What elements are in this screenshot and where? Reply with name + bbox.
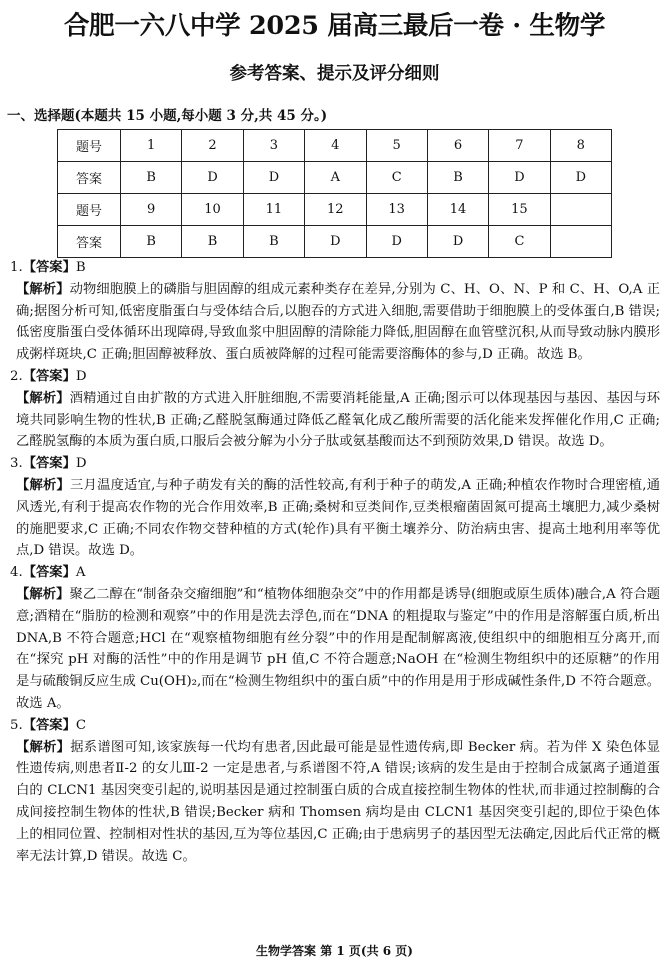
- analysis-tag: 【解析】: [16, 477, 71, 493]
- answer-value: A: [75, 565, 86, 581]
- answer-line: [10, 257, 660, 279]
- question-number: 2.: [10, 368, 23, 384]
- table-cell: D: [366, 226, 427, 258]
- analysis-tag: 【解析】: [16, 586, 70, 602]
- page-title: 合肥一六八中学 2025 届高三最后一卷 · 生物学: [63, 11, 606, 41]
- analysis-text: 聚乙二醇在“制备杂交瘤细胞”和“植物体细胞杂交”中的作用都是诱导(细胞或原生质体)融合,A 符合题意;酒精在“脂肪的检测和观察”中的作用是洗去浮色,而在“DNA 的粗提取与鉴定”中的作用是溶解蛋白质,析出 DNA,B 不符合题意;HCl 在“观察植物细胞有丝分裂”中的作用是配制解离液,使组织中的细胞相互分离开,而在“探究 pH 对酶的活性”中的作用是调节 pH 值,C 不符合题意;NaOH 在“检测生物组织中的还原糖”的作用是与硫酸铜反应生成 Cu(OH)₂,而在“检测生物组织中的蛋白质”中的作用是用于形成碱性条件,D 不符合题意。故选 A。: [16, 586, 660, 711]
- row-label-number: 题号: [58, 194, 121, 226]
- analysis-tag: 【解析】: [16, 739, 71, 755]
- question-number: 4.: [10, 565, 23, 581]
- answer-tag: 【答案】: [22, 717, 76, 733]
- analysis-paragraph: [10, 279, 660, 366]
- answer-value: C: [75, 717, 87, 733]
- answer-line: [10, 366, 660, 388]
- table-cell: [550, 226, 611, 258]
- table-cell: C: [489, 226, 550, 258]
- table-row: [58, 130, 612, 162]
- answer-tag: 【答案】: [22, 565, 76, 581]
- table-cell: 1: [121, 130, 182, 162]
- question-block: [10, 715, 660, 868]
- table-row: [58, 162, 612, 194]
- question-block: [10, 453, 660, 562]
- table-cell: 7: [489, 130, 550, 162]
- answer-table: [57, 129, 612, 258]
- table-cell: B: [182, 226, 243, 258]
- table-cell: 14: [427, 194, 488, 226]
- table-cell: 10: [182, 194, 243, 226]
- table-cell: 11: [243, 194, 304, 226]
- page-footer: 生物学答案 第 1 页(共 6 页): [256, 944, 413, 958]
- question-number: 1.: [10, 260, 23, 275]
- answer-tag: 【答案】: [22, 368, 76, 384]
- analysis-text: 动物细胞膜上的磷脂与胆固醇的组成元素种类存在差异,分别为 C、H、O、N、P 和 C、H、O,A 正确;据图分析可知,低密度脂蛋白与受体结合后,以胞吞的方式进入细胞,需要借助于细胞膜上的受体蛋白,B 错误;低密度脂蛋白受体循环出现障碍,导致血浆中胆固醇的清除能力降低,胆固醇在血管壁沉积,从而导致动脉内膜形成粥样斑块,C 正确;胆固醇被释放、蛋白质被降解的过程可能需要溶酶体的参与,D 正确。故选 B。: [16, 281, 661, 363]
- analysis-tag: 【解析】: [16, 390, 70, 406]
- table-cell: [550, 194, 611, 226]
- answer-tag: 【答案】: [22, 456, 76, 472]
- table-cell: B: [121, 162, 182, 194]
- table-cell: 12: [305, 194, 366, 226]
- table-cell: D: [550, 162, 611, 194]
- table-cell: D: [305, 226, 366, 258]
- table-cell: D: [427, 226, 488, 258]
- table-cell: C: [366, 162, 427, 194]
- table-cell: 6: [427, 130, 488, 162]
- table-cell: 13: [366, 194, 427, 226]
- analysis-paragraph: [10, 475, 660, 562]
- answer-line: [10, 715, 660, 737]
- answer-value: D: [75, 368, 87, 384]
- table-cell: 8: [550, 130, 611, 162]
- analysis-tag: 【解析】: [16, 281, 70, 297]
- answer-line: [10, 562, 660, 584]
- table-cell: D: [243, 162, 304, 194]
- table-cell: A: [305, 162, 366, 194]
- answer-value: B: [75, 260, 86, 275]
- analysis-text: 酒精通过自由扩散的方式进入肝脏细胞,不需要消耗能量,A 正确;图示可以体现基因与基因、基因与环境共同影响生物的性状,B 正确;乙醛脱氢酶通过降低乙醛氧化成乙酸所需要的活化能来发挥催化作用,C 正确;乙醛脱氢酶的本质为蛋白质,口服后会被分解为小分子肽或氨基酸而达不到预防效果,D 错误。故选 D。: [16, 390, 660, 450]
- question-number: 5.: [10, 717, 23, 733]
- section-heading: 一、选择题(本题共 15 小题,每小题 3 分,共 45 分。): [7, 108, 328, 124]
- table-cell: B: [121, 226, 182, 258]
- table-cell: 2: [182, 130, 243, 162]
- table-cell: B: [243, 226, 304, 258]
- analysis-paragraph: [10, 388, 660, 453]
- table-cell: 15: [489, 194, 550, 226]
- answer-line: [10, 453, 660, 475]
- row-label-answer: 答案: [58, 226, 121, 258]
- row-label-number: 题号: [58, 130, 121, 162]
- question-block: [10, 257, 660, 366]
- table-cell: B: [427, 162, 488, 194]
- analysis-paragraph: [10, 584, 660, 715]
- table-cell: 4: [305, 130, 366, 162]
- page-subtitle: 参考答案、提示及评分细则: [229, 64, 440, 84]
- question-block: [10, 562, 660, 715]
- question-number: 3.: [10, 456, 23, 472]
- answer-value: D: [75, 456, 87, 472]
- table-cell: 3: [243, 130, 304, 162]
- table-cell: D: [489, 162, 550, 194]
- table-cell: D: [182, 162, 243, 194]
- table-cell: 9: [121, 194, 182, 226]
- table-cell: 5: [366, 130, 427, 162]
- analysis-paragraph: [10, 737, 660, 868]
- explanations: [10, 257, 660, 867]
- analysis-text: 三月温度适宜,与种子萌发有关的酶的活性较高,有利于种子的萌发,A 正确;种植农作物时合理密植,通风透光,有利于提高农作物的光合作用效率,B 正确;桑树和豆类间作,豆类根瘤菌固氮可提高土壤肥力,减少桑树的施肥要求,C 正确;不同农作物交替种植的方式(轮作)具有平衡土壤养分、防治病虫害、提高土地利用率等优点,D 错误。故选 D。: [16, 477, 661, 559]
- row-label-answer: 答案: [58, 162, 121, 194]
- answer-tag: 【答案】: [22, 260, 76, 275]
- table-row: [58, 226, 612, 258]
- analysis-text: 据系谱图可知,该家族每一代均有患者,因此最可能是显性遗传病,即 Becker 病。若为伴 X 染色体显性遗传病,则患者Ⅱ-2 的女儿Ⅲ-2 一定是患者,与系谱图不符,A 错误;该病的发生是由于控制合成氯离子通道蛋白的 CLCN1 基因突变引起的,说明基因是通过控制蛋白质的合成直接控制生物体的性状,而非通过控制酶的合成间接控制生物体的性状,B 错误;Becker 病和 Thomsen 病均是由 CLCN1 基因突变引起的,即位于染色体上的相同位置、控制相对性状的基因,互为等位基因,C 正确;由于患病男子的基因型无法确定,因此后代正常的概率无法计算,D 错误。故选 C。: [16, 739, 660, 864]
- table-row: [58, 194, 612, 226]
- question-block: [10, 366, 660, 453]
